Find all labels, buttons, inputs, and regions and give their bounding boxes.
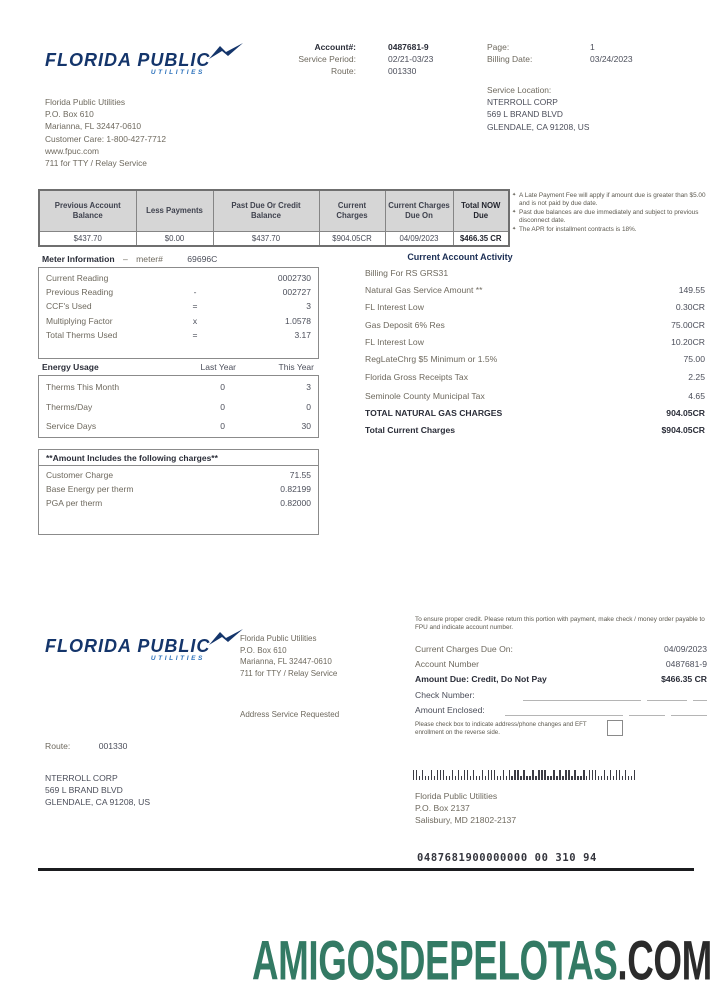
blank-line — [523, 693, 641, 701]
company-address-line: Marianna, FL 32447-0610 — [45, 121, 142, 132]
activity-label: Total Current Charges — [365, 424, 456, 435]
service-location-label: Service Location: — [487, 85, 552, 95]
account-value: 0487681-9 — [388, 42, 429, 52]
included-charge-value: 0.82199 — [280, 484, 311, 495]
included-charge-row — [39, 496, 318, 510]
payment-address-line: Florida Public Utilities — [415, 791, 498, 801]
balance-header-previous: Previous Account Balance — [39, 190, 136, 231]
bird-swoosh-icon — [209, 43, 243, 61]
activity-label: RegLateChrg $5 Minimum or 1.5% — [365, 354, 498, 365]
blank-line — [629, 708, 665, 716]
energy-col-last-year: Last Year — [200, 362, 236, 372]
remit-amount-enclosed-row — [415, 703, 707, 718]
energy-row-label: Therms/Day — [46, 401, 93, 412]
fpu-logo-text: FLORIDA PUBLIC — [45, 636, 211, 656]
meter-row-operator: - — [193, 287, 197, 298]
remit-fields — [415, 642, 707, 718]
fpu-logo — [45, 50, 241, 76]
energy-row-label: Service Days — [46, 421, 97, 431]
included-charge-value: 0.82000 — [280, 498, 311, 509]
remit-amount-due-label: Amount Due: Credit, Do Not Pay — [415, 674, 547, 685]
energy-row-last-year: 0 — [220, 401, 225, 412]
page-value: 1 — [590, 42, 595, 52]
remit-company-address-line: 711 for TTY / Relay Service — [240, 668, 338, 678]
page-label: Page: — [487, 42, 510, 52]
energy-row-this-year: 0 — [306, 401, 311, 412]
activity-label: FL Interest Low — [365, 336, 424, 347]
energy-row — [39, 417, 318, 437]
balance-value-payments: $0.00 — [136, 231, 213, 246]
customer-mailing-address — [45, 772, 150, 809]
remit-company-address-line: Marianna, FL 32447-0610 — [240, 657, 332, 667]
remit-route-label: Route: — [45, 741, 71, 751]
mailing-address-line: NTERROLL CORP — [45, 773, 118, 783]
service-period-label: Service Period: — [298, 54, 356, 64]
ocr-scan-line: 0487681900000000 00 310 94 — [417, 852, 597, 864]
blank-line — [671, 708, 707, 716]
activity-value: 75.00CR — [671, 319, 705, 330]
activity-row — [365, 368, 705, 386]
remit-account-number-value: 0487681-9 — [665, 659, 707, 670]
meter-row — [39, 271, 318, 285]
blank-line — [505, 708, 623, 716]
balance-value-dueon: 04/09/2023 — [385, 231, 453, 246]
tear-off-divider-line — [38, 868, 694, 871]
blank-line — [647, 693, 687, 701]
activity-value: 904.05CR — [666, 408, 705, 419]
company-address-line: Customer Care: 1-800-427-7712 — [45, 133, 167, 144]
payment-address-block — [415, 790, 516, 827]
page-billing-block — [487, 41, 633, 65]
energy-row-last-year: 0 — [220, 382, 225, 392]
meter-row-operator: x — [192, 315, 198, 326]
balance-value-pastdue: $437.70 — [213, 231, 319, 246]
activity-label: Billing For RS GRS31 — [365, 268, 449, 278]
balance-value-totaldue: $466.35 CR — [453, 231, 509, 246]
energy-row-this-year: 30 — [301, 421, 311, 431]
remit-amount-due-value: $466.35 CR — [661, 674, 707, 685]
account-label: Account#: — [314, 42, 356, 52]
activity-label: FL Interest Low — [365, 302, 424, 313]
balance-value-previous: $437.70 — [39, 231, 136, 246]
meter-info-title — [42, 254, 217, 264]
meter-row — [39, 285, 318, 299]
meter-row-label: CCF's Used — [46, 301, 92, 312]
watermark-main-text: AMIGOSDEPELOTAS — [252, 929, 618, 992]
activity-label: Natural Gas Service Amount ** — [365, 285, 483, 296]
billing-date-label: Billing Date: — [487, 54, 533, 64]
activity-row — [365, 387, 705, 405]
meter-row — [39, 299, 318, 313]
company-address-line: www.fpuc.com — [45, 145, 99, 156]
balance-header-dueon: Current Charges Due On — [385, 190, 453, 231]
balance-header-totaldue: Total NOW Due — [453, 190, 509, 231]
energy-row — [39, 378, 318, 398]
activity-row-total-current — [365, 422, 705, 439]
energy-row — [39, 398, 318, 418]
fpu-logo-remit — [45, 636, 241, 662]
route-value: 001330 — [388, 66, 417, 76]
service-location-line: NTERROLL CORP — [487, 97, 558, 108]
included-charge-label: PGA per therm — [46, 498, 103, 509]
meter-row — [39, 328, 318, 342]
meter-row-value: 1.0578 — [285, 315, 311, 326]
fpu-logo-subtext: UTILITIES — [150, 655, 205, 662]
mailing-address-line: 569 L BRAND BLVD — [45, 785, 123, 796]
amount-enclosed-blank-field — [505, 708, 707, 718]
remit-route-value: 001330 — [98, 741, 128, 751]
remit-amount-enclosed-label: Amount Enclosed: — [415, 704, 485, 715]
remit-instructions: To ensure proper credit. Please return this portion with payment, make check / money order payable to FPU and indicate account number. — [415, 616, 705, 632]
fpu-logo-subtext: UTILITIES — [150, 69, 205, 76]
activity-label: Florida Gross Receipts Tax — [365, 372, 469, 383]
balance-summary-table — [38, 189, 510, 247]
energy-row-label: Therms This Month — [46, 382, 120, 392]
included-charges-box — [38, 449, 319, 535]
activity-value: $904.05CR — [661, 424, 705, 435]
remit-check-number-label: Check Number: — [415, 689, 475, 700]
meter-row-value: 3.17 — [294, 329, 311, 340]
remit-check-number-row — [415, 688, 707, 703]
blank-line — [693, 693, 707, 701]
energy-usage-title: Energy Usage — [42, 362, 99, 372]
remit-company-address — [240, 633, 337, 679]
remit-company-address-line: P.O. Box 610 — [240, 645, 287, 655]
service-location-block — [487, 84, 589, 133]
company-address-line: 711 for TTY / Relay Service — [45, 158, 147, 169]
included-charge-label: Base Energy per therm — [46, 484, 134, 495]
meter-row-label: Multiplying Factor — [46, 315, 113, 326]
meter-row — [39, 314, 318, 328]
service-location-line: 569 L BRAND BLVD — [487, 109, 563, 120]
meter-row-label: Current Reading — [46, 273, 109, 283]
postnet-barcode — [413, 769, 637, 780]
activity-row — [365, 265, 705, 282]
site-watermark — [252, 928, 712, 993]
meter-row-value: 0002730 — [277, 273, 311, 283]
activity-label: TOTAL NATURAL GAS CHARGES — [365, 408, 503, 419]
company-address-line: Florida Public Utilities — [45, 97, 126, 107]
energy-col-this-year: This Year — [278, 362, 314, 372]
activity-value: 10.20CR — [671, 336, 705, 347]
remit-route-row — [45, 741, 127, 751]
included-charge-row — [39, 468, 318, 482]
mailing-address-line: GLENDALE, CA 91208, US — [45, 797, 151, 808]
note-line: ✦ A Late Payment Fee will apply if amount due is greater than $5.00 and is not paid by due date. — [512, 192, 710, 208]
included-charge-value: 71.55 — [289, 470, 311, 480]
meter-readings-box — [38, 267, 319, 359]
balance-header-payments: Less Payments — [136, 190, 213, 231]
remit-account-number-row — [415, 657, 707, 672]
activity-value: 2.25 — [688, 372, 705, 383]
remit-account-number-label: Account Number — [415, 659, 480, 670]
activity-row — [365, 351, 705, 368]
billing-date-value: 03/24/2023 — [590, 54, 633, 64]
checkbox-note: Please check box to indicate address/phone changes and EFT enrollment on the reverse side. — [415, 721, 587, 736]
activity-value: 149.55 — [678, 285, 705, 296]
service-period-value: 02/21-03/23 — [388, 54, 434, 64]
included-charge-row — [39, 482, 318, 496]
activity-row — [365, 299, 705, 316]
bird-swoosh-icon — [209, 629, 243, 647]
meter-number-label: meter# — [136, 254, 163, 264]
late-payment-notes — [512, 192, 710, 235]
activity-row-total-gas — [365, 405, 705, 422]
remit-company-address-line: Florida Public Utilities — [240, 634, 317, 643]
balance-value-current: $904.05CR — [319, 231, 385, 246]
payment-address-line: Salisbury, MD 21802-2137 — [415, 815, 517, 826]
activity-row — [365, 334, 705, 351]
service-location-line: GLENDALE, CA 91208, US — [487, 121, 590, 132]
meter-row-operator — [171, 271, 219, 285]
energy-row-last-year: 0 — [220, 421, 225, 431]
meter-info-dash: – — [122, 254, 128, 264]
activity-value: 0.30CR — [675, 302, 705, 313]
included-charges-title: **Amount Includes the following charges** — [39, 450, 318, 466]
remit-due-on-value: 04/09/2023 — [663, 644, 707, 654]
meter-row-operator: = — [192, 329, 198, 340]
balance-header-current: Current Charges — [319, 190, 385, 231]
remit-due-on-row — [415, 642, 707, 657]
watermark-suffix-text: .COM — [617, 929, 712, 992]
energy-usage-box — [38, 375, 319, 438]
remit-amount-due-row — [415, 672, 707, 687]
meter-row-value: 002727 — [282, 287, 311, 298]
company-address-block — [45, 96, 166, 169]
activity-value: 4.65 — [688, 390, 705, 401]
check-number-blank-field — [523, 693, 707, 703]
activity-label: Seminole County Municipal Tax — [365, 390, 485, 401]
energy-usage-header — [42, 362, 314, 372]
activity-row — [365, 282, 705, 299]
note-line: ✦ The APR for installment contracts is 18%. — [512, 226, 710, 234]
account-summary-block — [250, 41, 433, 77]
address-service-requested: Address Service Requested — [240, 710, 340, 719]
meter-row-value: 3 — [306, 301, 311, 312]
account-activity-title: Current Account Activity — [407, 252, 513, 262]
account-activity-section — [365, 252, 705, 438]
balance-header-pastdue: Past Due Or Credit Balance — [213, 190, 319, 231]
company-address-line: P.O. Box 610 — [45, 109, 94, 120]
meter-info-title-text: Meter Information — [42, 254, 115, 264]
payment-address-line: P.O. Box 2137 — [415, 803, 470, 814]
meter-number-value: 69696C — [187, 254, 218, 264]
activity-row — [365, 317, 705, 334]
remit-due-on-label: Current Charges Due On: — [415, 644, 513, 654]
address-change-checkbox — [607, 720, 623, 736]
activity-label: Gas Deposit 6% Res — [365, 319, 445, 330]
meter-row-label: Previous Reading — [46, 287, 114, 298]
meter-row-label: Total Therms Used — [46, 329, 118, 340]
meter-row-operator: = — [192, 301, 198, 312]
included-charge-label: Customer Charge — [46, 470, 114, 480]
note-line: ✦ Past due balances are due immediately and subject to previous disconnect date. — [512, 209, 710, 225]
route-label: Route: — [330, 66, 356, 76]
activity-value: 75.00 — [683, 354, 705, 365]
fpu-logo-text: FLORIDA PUBLIC — [45, 50, 211, 70]
energy-row-this-year: 3 — [306, 382, 311, 392]
